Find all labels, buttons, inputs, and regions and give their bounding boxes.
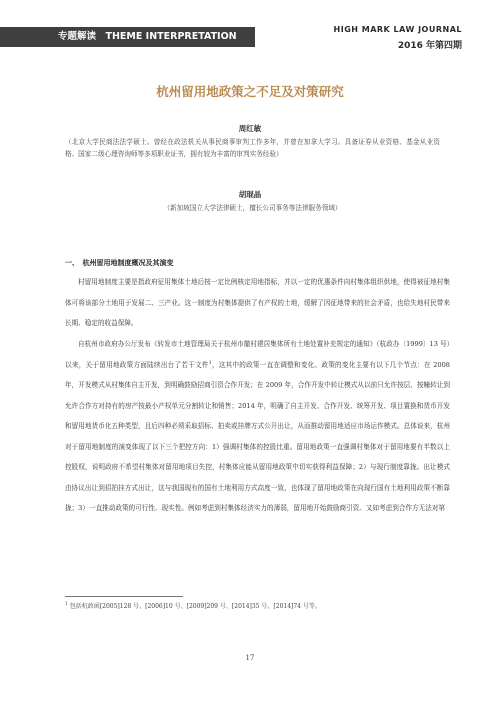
banner-label: 专题解读 THEME INTERPRETATION (58, 31, 237, 42)
theme-banner (0, 27, 255, 47)
author-name-1: 周红敏 (238, 124, 262, 133)
journal-name: HIGH MARK LAW JOURNAL (333, 25, 462, 34)
paragraph-2-text-a: 自杭州市政府办公厅发布《转发市土地管理局关于杭州市撤村建居集体所有土地处置补充规定的通知》（杭政办〔1999〕13 号）以来，关于留用地政策方面陆续出台了若干文件 (65, 340, 450, 369)
paragraph-1: 村留用地制度主要是指政府征用集体土地后按一定比例核定用地指标，并以一定的优惠条件向村集体组织供地，使得被征地村集体可将该部分土地用于发展二、三产业。这一制度为村集体提供了有产权的土地，缓解了因征地带来的社会矛盾，也给失地村民带来长期、稳定的收益保障。 (65, 278, 450, 327)
footnote (65, 601, 321, 610)
footnote-divider (65, 596, 183, 597)
section-heading: 一、 杭州留用地制度概况及其演变 (65, 258, 174, 267)
issue-label: 2016 年第四期 (397, 41, 462, 51)
article-title: 杭州留用地政策之不足及对策研究 (156, 84, 344, 99)
author-bio-1: （北京大学民商法法学硕士。曾经在政法机关从事民商事审判工作多年，并曾在加拿大学习。具备证券从业资格、基金从业资格、国家二级心理咨询师等多项职业证书，拥有较为丰富的审判实务经验） (65, 138, 440, 158)
footnote-text: 包括杭政函[2005]128 号、[2006]10 号、[2009]209 号、[2014]35 号、[2014]74 号等。 (69, 603, 321, 610)
author-bio-2: （新加坡国立大学法律硕士，擅长公司事务等法律服务领域） (163, 204, 342, 212)
footnote-marker: 1 (65, 602, 68, 607)
footnote-ref: 1 (208, 360, 212, 366)
paragraph-2 (65, 334, 450, 519)
paragraph-2-text-b: ，这其中的政策一直在调整和变化。政策的变化主要有以下几个节点：在 2008 年，开发模式从村集体自主开发，到明确鼓励招商引资合作开发；在 2009 年，合作开发中转让模式从以前只允许按层、按幢转让到允许合作方对持有的房产按最小产权单元分割转让和销售；2014 年，明确了自主开发、合作开发、统筹开发、项目置换和货币开发和留用地货币化五种类型，且后四种必须采取招标、拍卖或挂牌方式公开出让，从而推动留用地适应市场运作模式。总体说来，杭州对于留用地制度的演变体现了以下三个把控方向：1）强调村集体的控股比重。留用地政策一直强调村集体对于留用地要有半数以上控股权，说明政府不希望村集体对留用地项目失控，村集体应能从留用地政策中切实获得利益保障；2）与现行制度靠拢。出让模式由协议出让到招拍挂方式出让，这与我国现有的国有土地利用方式高度一致，也体现了留用地政策在向现行国有土地利用政策不断靠拢；3）一直推动政策的可行性、现实性。例如考虑到村集体经济实力的薄弱，留用地开始鼓励商引资。又如考虑到合作方无法对第 (65, 360, 450, 512)
author-name-2: 胡琨晶 (238, 190, 262, 199)
page-number: 17 (245, 654, 255, 662)
